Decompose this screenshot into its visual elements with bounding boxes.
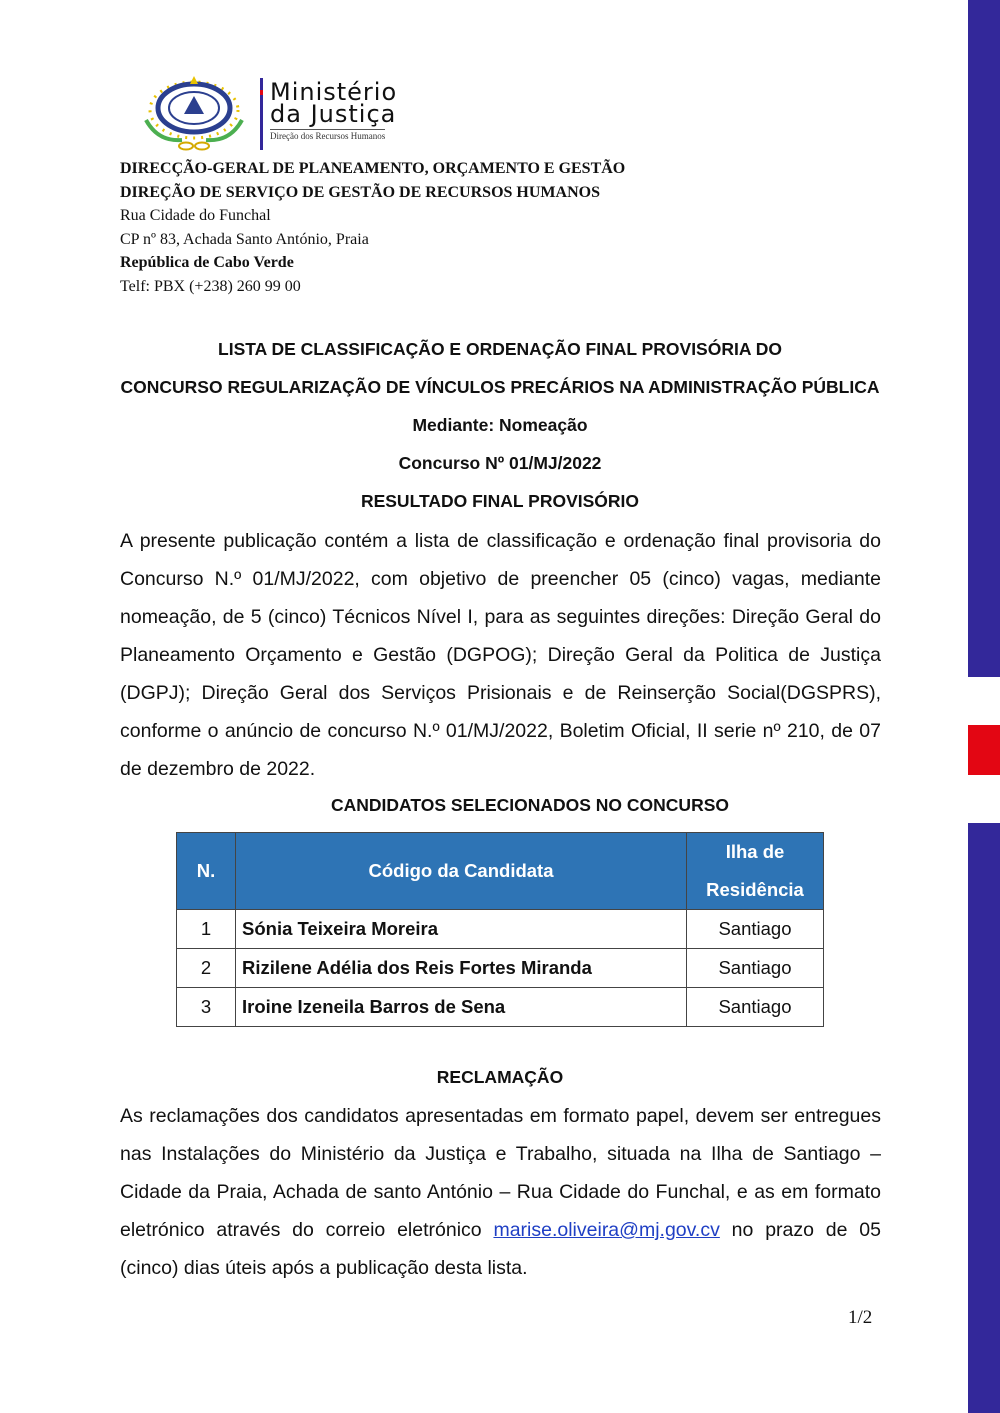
table-row — [177, 949, 824, 988]
logo-divider-accent — [260, 90, 263, 95]
letterhead-postal: CP nº 83, Achada Santo António, Praia — [120, 230, 369, 248]
row-number: 1 — [177, 910, 236, 949]
letterhead-phone: Telf: PBX (+238) 260 99 00 — [120, 277, 301, 295]
side-bar-blue-top — [968, 0, 1000, 677]
letterhead-street: Rua Cidade do Funchal — [120, 207, 271, 224]
side-bar-red — [968, 725, 1000, 775]
page-number: 1/2 — [848, 1307, 873, 1328]
claim-text-before: As reclamações dos candidatos apresentadas em formato papel, devem ser entregues nas Instalações do Ministério da Justiça e Trabalho, situada na Ilha de Santiago – Cidade da Praia, Achada de santo António – Rua Cidade do Funchal, e as em formato eletrónico através do correio eletrónico — [120, 1105, 881, 1241]
logo-divider — [260, 78, 263, 150]
logo-subtitle: Direção dos Recursos Humanos — [270, 131, 386, 141]
header-island: Ilha de Residência — [687, 833, 824, 910]
email-link[interactable]: marise.oliveira@mj.gov.cv — [493, 1219, 720, 1241]
intro-paragraph: A presente publicação contém a lista de classificação e ordenação final provisoria do Concurso N.º 01/MJ/2022, com objetivo de preencher 05 (cinco) vagas, mediante nomeação, de 5 (cinco) Técnicos Nível I, para as seguintes direções: Direção Geral do Planeamento Orçamento e Gestão (DGPOG); Direção Geral da Politica de Justiça (DGPJ); Direção Geral dos Serviços Prisionais e de Reinserção Social(DGSPRS), conforme o anúncio de concurso N.º 01/MJ/2022, Boletim Oficial, II serie nº 210, de 07 de dezembro de 2022. — [120, 530, 881, 780]
row-island: Santiago — [687, 988, 824, 1027]
coat-of-arms-icon — [138, 76, 248, 152]
letterhead-line2: DIREÇÃO DE SERVIÇO DE GESTÃO DE RECURSOS HUMANOS — [120, 183, 600, 201]
title-line4: Concurso Nº 01/MJ/2022 — [398, 453, 602, 473]
candidates-table — [176, 832, 824, 1027]
table-row — [177, 988, 824, 1027]
title-line5: RESULTADO FINAL PROVISÓRIO — [360, 491, 640, 511]
logo-ministry-text: Ministério — [270, 78, 398, 106]
letterhead-country: República de Cabo Verde — [120, 254, 294, 271]
header-candidate: Código da Candidata — [236, 833, 687, 910]
table-row — [177, 910, 824, 949]
logo-justice-text: da Justiça — [270, 100, 397, 128]
row-candidate: Sónia Teixeira Moreira — [236, 910, 687, 949]
title-line1: LISTA DE CLASSIFICAÇÃO E ORDENAÇÃO FINAL PROVISÓRIA DO — [218, 339, 782, 359]
claim-paragraph — [120, 1097, 881, 1287]
row-island: Santiago — [687, 910, 824, 949]
letterhead-line1: DIRECÇÃO-GERAL DE PLANEAMENTO, ORÇAMENTO E GESTÃO — [120, 160, 626, 177]
table-header-row — [177, 833, 824, 910]
claim-text-after: no prazo de 05 (cinco) dias úteis após a publicação desta lista. — [120, 1219, 881, 1279]
side-bar-blue-bottom — [968, 823, 1000, 1413]
row-number: 3 — [177, 988, 236, 1027]
ministry-logo — [138, 76, 438, 152]
row-candidate: Iroine Izeneila Barros de Sena — [236, 988, 687, 1027]
row-candidate: Rizilene Adélia dos Reis Fortes Miranda — [236, 949, 687, 988]
title-line2: CONCURSO REGULARIZAÇÃO DE VÍNCULOS PRECÁRIOS NA ADMINISTRAÇÃO PÚBLICA — [120, 377, 880, 397]
claim-title: RECLAMAÇÃO — [436, 1067, 564, 1087]
row-island: Santiago — [687, 949, 824, 988]
row-number: 2 — [177, 949, 236, 988]
header-number: N. — [177, 833, 236, 910]
title-line3: Mediante: Nomeação — [412, 415, 588, 435]
letterhead — [120, 157, 625, 298]
table-title: CANDIDATOS SELECIONADOS NO CONCURSO — [331, 795, 729, 815]
